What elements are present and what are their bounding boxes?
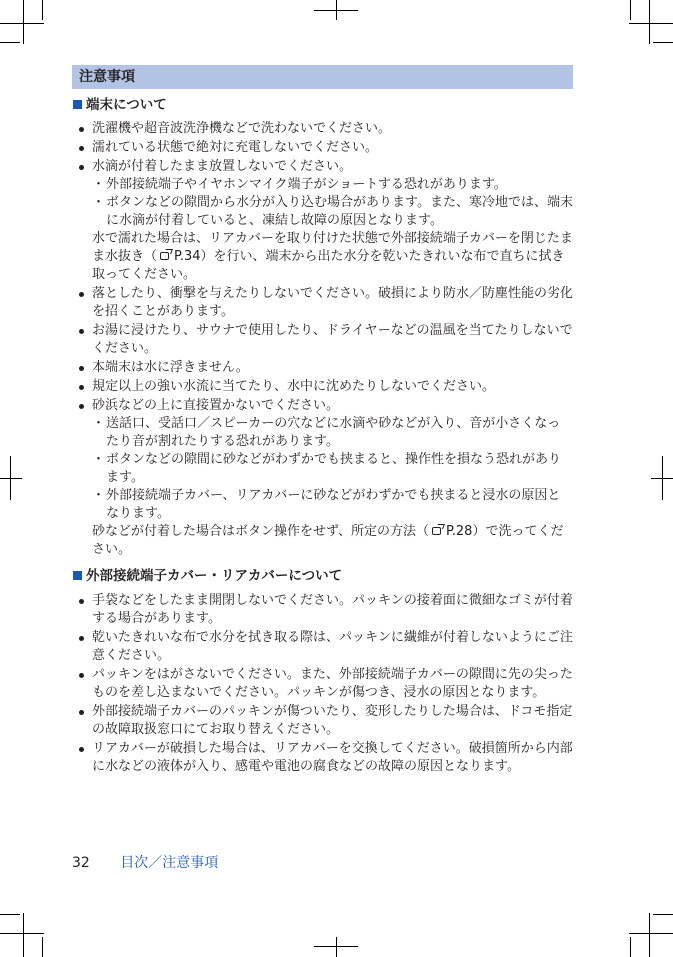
list-item-text: 規定以上の強い水流に当てたり、水中に沈めたりしないでください。 — [92, 379, 496, 394]
note-text-after: ）で洗ってください。 — [92, 524, 564, 557]
square-bullet-icon — [73, 100, 82, 109]
list-item — [72, 629, 573, 665]
page-reference-link[interactable]: P.34 — [174, 249, 201, 264]
list-item-text: パッキンをはがさないでください。また、外部接続端子カバーの隙間に先の尖ったものを差し込まないでください。パッキンが傷つき、浸水の原因となります。 — [92, 667, 573, 700]
list-item — [72, 666, 573, 702]
list-item — [72, 120, 573, 138]
sub-list-item: ・ 送話口、受話口／スピーカーの穴などに水滴や砂などが入り、音が小さくなったり音が割れたりする恐れがあります。 — [92, 415, 573, 451]
list-item — [72, 158, 573, 284]
list-item — [72, 378, 573, 396]
subsection-heading-text: 外部接続端子カバー・リアカバーについて — [86, 568, 343, 584]
list-item-text: 乾いたきれいな布で水分を拭き取る際は、パッキンに繊維が付着しないようにご注意ください。 — [92, 630, 573, 663]
list-item — [72, 139, 573, 157]
list-item — [72, 740, 573, 776]
page-reference-link[interactable]: P.28 — [445, 524, 473, 539]
list-item — [72, 397, 573, 559]
section-header — [72, 65, 573, 89]
page-reference-icon — [159, 249, 173, 261]
list-item-text: 手袋などをしたまま開閉しないでください。パッキンの接着面に微細なゴミが付着する場合があります。 — [92, 593, 573, 626]
sub-list — [92, 176, 573, 230]
list-item — [72, 703, 573, 739]
bullet-list — [72, 592, 573, 776]
list-item — [72, 285, 573, 321]
section-title: 注意事項 — [79, 69, 135, 85]
list-item-text: 水滴が付着したまま放置しないでください。 — [92, 159, 353, 174]
note-text-after: ）を行い、端末から出た水分を乾いたきれいな布で直ちに拭き取ってください。 — [92, 249, 565, 282]
subsection-heading — [72, 567, 573, 585]
note-text — [92, 523, 573, 559]
list-item — [72, 592, 573, 628]
sub-list-item: ・ 外部接続端子やイヤホンマイク端子がショートする恐れがあります。 — [92, 176, 573, 194]
list-item — [72, 359, 573, 377]
square-bullet-icon — [73, 571, 82, 580]
sub-list-item: ・ ボタンなどの隙間に砂などがわずかでも挟まると、操作性を損なう恐れがあります。 — [92, 451, 573, 487]
breadcrumb-link[interactable]: 目次／注意事項 — [120, 855, 219, 871]
list-item-text: 落としたり、衝撃を与えたりしないでください。破損により防水／防塵性能の劣化を招くことがあります。 — [92, 286, 574, 319]
note-text-before: 水で濡れた場合は、リアカバーを取り付けた状態で外部接続端子カバーを閉じたまま水抜き（ — [92, 231, 573, 264]
note-text — [92, 230, 573, 284]
page-content — [72, 94, 573, 777]
list-item — [72, 322, 573, 358]
list-item-text: 外部接続端子カバーのパッキンが傷ついたり、変形したりした場合は、ドコモ指定の故障取扱窓口にてお取り替えください。 — [92, 704, 573, 737]
sub-list — [92, 415, 573, 523]
list-item-text: 濡れている状態で絶対に充電しないでください。 — [92, 140, 379, 155]
bullet-list — [72, 120, 573, 559]
subsection-heading — [72, 96, 573, 114]
sub-list-item: ・ ボタンなどの隙間から水分が入り込む場合があります。また、寒冷地では、端末に水滴が付着していると、凍結し故障の原因となります。 — [92, 194, 573, 230]
subsection-heading-text: 端末について — [86, 97, 167, 113]
note-text-before: 砂などが付着した場合はボタン操作をせず、所定の方法（ — [92, 524, 429, 539]
list-item-text: 洗濯機や超音波洗浄機などで洗わないでください。 — [92, 121, 392, 136]
list-item-text: 砂浜などの上に直接置かないでください。 — [92, 398, 340, 413]
page-footer — [72, 853, 218, 873]
list-item-text: 本端末は水に浮きません。 — [92, 360, 249, 375]
list-item-text: リアカバーが破損した場合は、リアカバーを交換してください。破損箇所から内部に水などの液体が入り、感電や電池の腐食などの故障の原因となります。 — [92, 741, 573, 774]
page-number: 32 — [72, 855, 90, 871]
sub-list-item: ・ 外部接続端子カバー、リアカバーに砂などがわずかでも挟まると浸水の原因となります。 — [92, 487, 573, 523]
page-reference-icon — [431, 524, 445, 536]
list-item-text: お湯に浸けたり、サウナで使用したり、ドライヤーなどの温風を当てたりしないでください。 — [92, 323, 573, 356]
